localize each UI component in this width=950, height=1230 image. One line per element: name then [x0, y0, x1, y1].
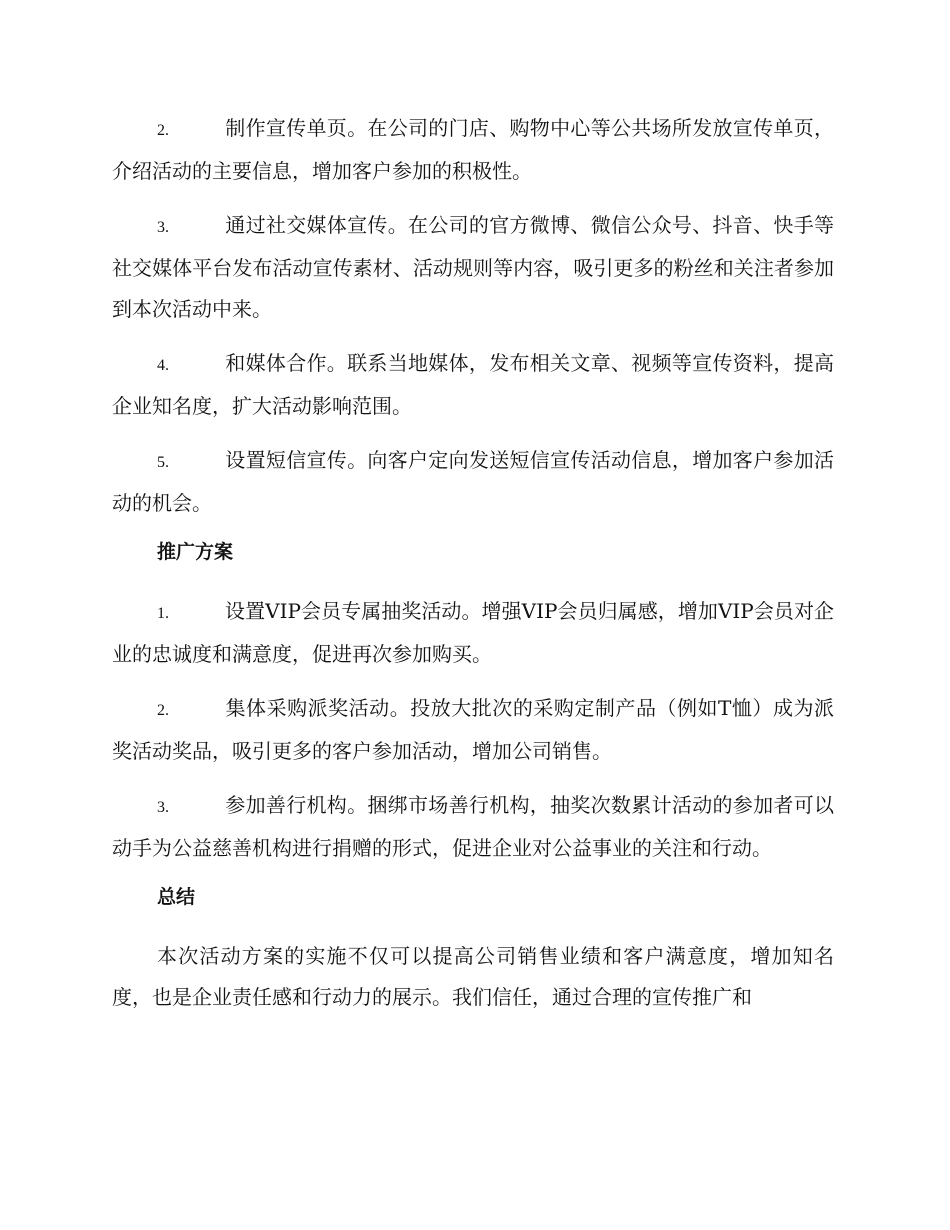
section-heading-summary: 总结 [157, 886, 196, 908]
list-number: 1. [157, 605, 169, 622]
list-text: 参加善行机构。捆绑市场善行机构，抽奖次数累计活动的参加者可以动手为公益慈善机构进行捐赠的形式，促进企业对公益事业的关注和行动。 [112, 793, 834, 860]
list-number: 5. [157, 454, 169, 471]
summary-paragraph: 本次活动方案的实施不仅可以提高公司销售业绩和客户满意度，增加知名度，也是企业责任感和行动力的展示。我们信任，通过合理的宣传推广和 [112, 944, 834, 1009]
list-number: 3. [157, 219, 169, 236]
list-text: 制作宣传单页。在公司的门店、购物中心等公共场所发放宣传单页，介绍活动的主要信息，增加客户参加的积极性。 [112, 116, 834, 183]
list-number: 3. [157, 799, 169, 816]
list-number: 4. [157, 357, 169, 374]
list-text: 设置VIP会员专属抽奖活动。增强VIP会员归属感，增加VIP会员对企业的忠诚度和满意度，促进再次参加购买。 [112, 599, 834, 666]
list-number: 2. [157, 122, 169, 139]
list-text: 设置短信宣传。向客户定向发送短信宣传活动信息，增加客户参加活动的机会。 [112, 448, 834, 515]
list-item [112, 688, 834, 772]
list-item [112, 205, 834, 330]
section-heading-promotion: 推广方案 [157, 541, 234, 563]
list-item [112, 108, 834, 192]
list-text: 和媒体合作。联系当地媒体，发布相关文章、视频等宣传资料，提高企业知名度，扩大活动影响范围。 [112, 351, 834, 418]
list-item [112, 440, 834, 524]
list-number: 2. [157, 702, 169, 719]
list-text: 集体采购派奖活动。投放大批次的采购定制产品（例如T恤）成为派奖活动奖品，吸引更多的客户参加活动，增加公司销售。 [112, 696, 834, 763]
list-text: 通过社交媒体宣传。在公司的官方微博、微信公众号、抖音、快手等社交媒体平台发布活动宣传素材、活动规则等内容，吸引更多的粉丝和关注者参加到本次活动中来。 [112, 213, 834, 321]
document-page [112, 108, 834, 1018]
list-item [112, 591, 834, 675]
list-item [112, 343, 834, 427]
list-item [112, 785, 834, 869]
